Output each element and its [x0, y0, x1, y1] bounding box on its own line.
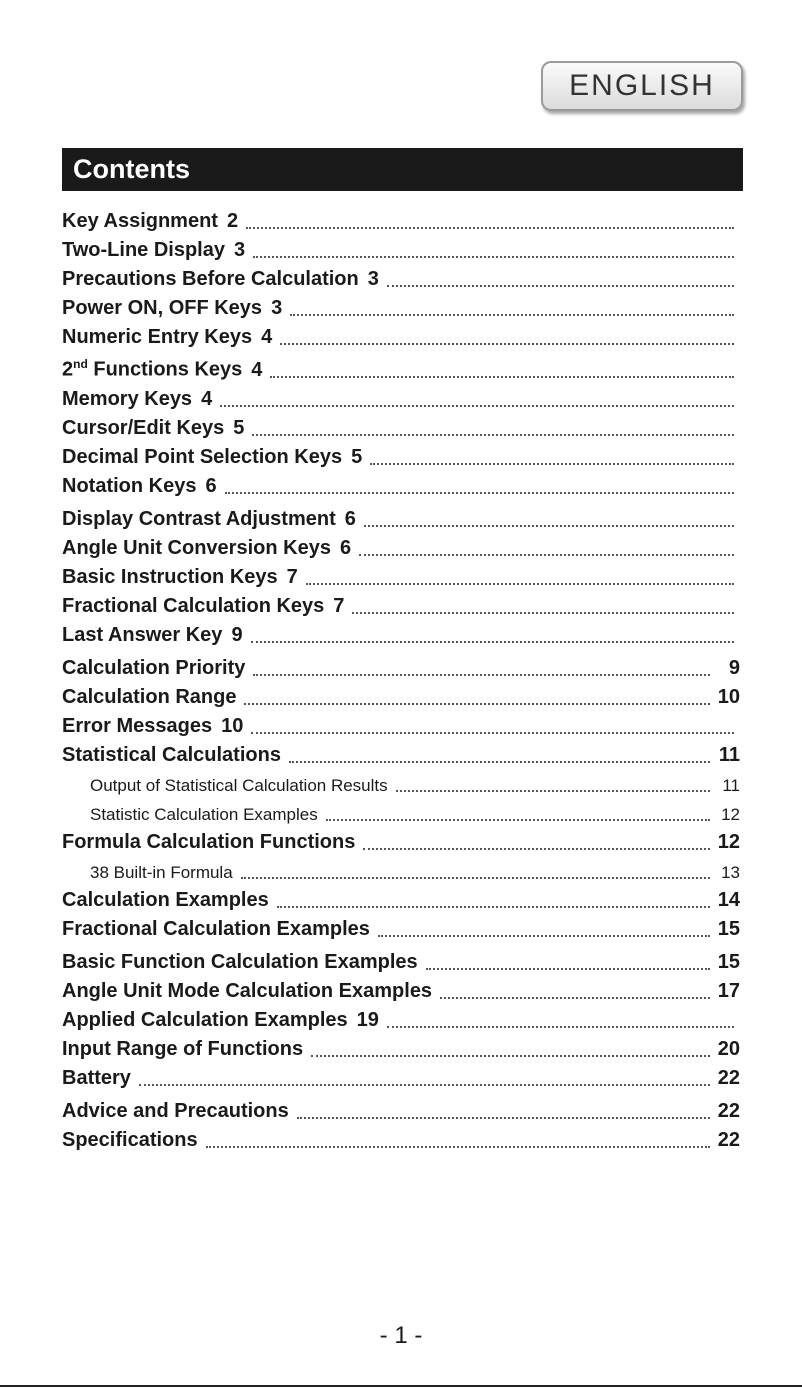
dot-leader	[290, 313, 734, 316]
toc-entry-page: 11	[718, 744, 740, 766]
dot-leader	[311, 1054, 710, 1057]
dot-leader	[277, 905, 710, 908]
dot-leader	[387, 1025, 734, 1028]
toc-entry-title: Specifications	[62, 1129, 198, 1151]
toc-entry-title: Two-Line Display	[62, 239, 225, 261]
toc-entry-title: Calculation Priority	[62, 657, 246, 679]
dot-leader	[440, 996, 710, 999]
toc-entry[interactable]	[62, 941, 740, 974]
toc-entry-page: 4	[261, 326, 273, 348]
toc-entry-title: Memory Keys	[62, 388, 193, 410]
toc-entry-page: 7	[286, 566, 298, 588]
toc-entry-title: Output of Statistical Calculation Results	[90, 776, 388, 795]
toc-entry-title: Basic Function Calculation Examples	[62, 951, 418, 973]
toc-entry-title: 2nd Functions Keys	[62, 357, 243, 381]
dot-leader	[251, 640, 734, 643]
toc-entry-title: Fractional Calculation Keys	[62, 595, 325, 617]
toc-entry-page: 13	[721, 863, 740, 882]
dot-leader	[253, 255, 734, 258]
contents-header: Contents	[62, 148, 743, 191]
toc-entry[interactable]	[62, 709, 740, 738]
dot-leader	[289, 760, 710, 763]
page-number: - 1 -	[379, 1322, 423, 1349]
dot-leader	[306, 582, 734, 585]
toc-entry-title: Fractional Calculation Examples	[62, 918, 370, 940]
toc-entry-title: Calculation Range	[62, 686, 237, 708]
dot-leader	[359, 553, 734, 556]
toc-entry[interactable]	[62, 291, 740, 320]
toc-entry[interactable]	[62, 854, 740, 883]
toc-entry[interactable]	[62, 262, 740, 291]
dot-leader	[220, 404, 734, 407]
toc-entry-page: 3	[367, 268, 379, 290]
toc-entry-title: Angle Unit Conversion Keys	[62, 537, 331, 559]
toc-entry[interactable]	[62, 1032, 740, 1061]
toc-entry-page: 9	[728, 657, 740, 679]
toc-entry-page: 12	[717, 831, 740, 853]
toc-entry-page: 2	[226, 210, 239, 232]
toc-entry-page: 14	[717, 889, 740, 911]
toc-entry-page: 22	[717, 1067, 740, 1089]
dot-leader	[370, 462, 734, 465]
toc-entry-title: Power ON, OFF Keys	[62, 297, 263, 319]
dot-leader	[206, 1145, 710, 1148]
toc-entry[interactable]	[62, 738, 740, 767]
dot-leader	[225, 491, 734, 494]
toc-entry-page: 3	[271, 297, 283, 319]
dot-leader	[251, 731, 734, 734]
dot-leader	[364, 524, 734, 527]
toc-entry-page: 5	[233, 417, 245, 439]
table-of-contents	[62, 204, 740, 1152]
dot-leader	[363, 847, 710, 850]
toc-entry-title: Formula Calculation Functions	[62, 831, 356, 853]
dot-leader	[426, 967, 710, 970]
toc-entry-title: Calculation Examples	[62, 889, 269, 911]
toc-entry[interactable]	[62, 349, 740, 382]
toc-entry[interactable]	[62, 912, 740, 941]
dot-leader	[280, 342, 734, 345]
toc-entry-page: 4	[201, 388, 213, 410]
dot-leader	[396, 789, 710, 792]
dot-leader	[326, 818, 710, 821]
toc-entry-title: Decimal Point Selection Keys	[62, 446, 343, 468]
toc-entry[interactable]	[62, 589, 740, 618]
toc-entry-title: 38 Built-in Formula	[90, 863, 233, 882]
toc-entry-title: Key Assignment	[62, 210, 218, 232]
toc-entry[interactable]	[62, 411, 740, 440]
toc-entry-title: Numeric Entry Keys	[62, 326, 253, 348]
toc-entry-title: Advice and Precautions	[62, 1100, 289, 1122]
toc-entry-page: 22	[717, 1129, 740, 1151]
toc-entry-page: 3	[233, 239, 246, 261]
toc-entry-page: 7	[333, 595, 345, 617]
dot-leader	[253, 673, 710, 676]
toc-entry-page: 6	[205, 475, 217, 497]
dot-leader	[244, 702, 710, 705]
language-badge: ENGLISH	[541, 61, 743, 111]
toc-entry-title: Last Answer Key	[62, 624, 223, 646]
toc-entry[interactable]	[62, 440, 740, 469]
toc-entry[interactable]	[62, 796, 740, 825]
toc-entry[interactable]	[62, 974, 740, 1003]
toc-entry-page: 19	[356, 1009, 379, 1031]
toc-entry[interactable]	[62, 883, 740, 912]
toc-entry[interactable]	[62, 469, 740, 498]
dot-leader	[270, 375, 734, 378]
toc-entry-title: Precautions Before Calculation	[62, 268, 359, 290]
dot-leader	[246, 226, 734, 229]
toc-entry[interactable]	[62, 680, 740, 709]
toc-entry[interactable]	[62, 204, 740, 233]
dot-leader	[297, 1116, 710, 1119]
toc-entry-page: 10	[717, 686, 740, 708]
toc-entry[interactable]	[62, 560, 740, 589]
toc-entry-title: Error Messages	[62, 715, 213, 737]
toc-entry[interactable]	[62, 531, 740, 560]
toc-entry[interactable]	[62, 320, 740, 349]
toc-entry-title: Notation Keys	[62, 475, 197, 497]
toc-entry[interactable]	[62, 1061, 740, 1090]
toc-entry-page: 15	[717, 918, 740, 940]
bottom-divider	[0, 1385, 802, 1387]
toc-entry[interactable]	[62, 618, 740, 647]
toc-entry-title: Basic Instruction Keys	[62, 566, 278, 588]
toc-entry-page: 6	[339, 537, 352, 559]
toc-entry[interactable]	[62, 382, 740, 411]
toc-entry[interactable]	[62, 1090, 740, 1123]
toc-entry-page: 11	[722, 776, 740, 795]
toc-entry-title: Angle Unit Mode Calculation Examples	[62, 980, 433, 1002]
toc-entry[interactable]	[62, 647, 740, 680]
toc-entry-page: 5	[351, 446, 363, 468]
toc-entry-page: 22	[717, 1100, 740, 1122]
toc-entry-title: Statistic Calculation Examples	[90, 805, 318, 824]
dot-leader	[252, 433, 734, 436]
toc-entry[interactable]	[62, 1123, 740, 1152]
toc-entry[interactable]	[62, 1003, 740, 1032]
dot-leader	[387, 284, 734, 287]
dot-leader	[241, 876, 710, 879]
toc-entry-page: 9	[231, 624, 243, 646]
toc-entry-page: 20	[717, 1038, 740, 1060]
toc-entry-title: Battery	[62, 1067, 131, 1089]
toc-entry[interactable]	[62, 233, 740, 262]
toc-entry-page: 12	[721, 805, 740, 824]
toc-entry[interactable]	[62, 767, 740, 796]
toc-entry[interactable]	[62, 498, 740, 531]
dot-leader	[352, 611, 734, 614]
toc-entry-title: Statistical Calculations	[62, 744, 281, 766]
dot-leader	[378, 934, 710, 937]
toc-entry-page: 17	[717, 980, 740, 1002]
toc-entry-title: Input Range of Functions	[62, 1038, 304, 1060]
dot-leader	[139, 1083, 710, 1086]
toc-entry-title: Display Contrast Adjustment	[62, 508, 336, 530]
toc-entry-title: Applied Calculation Examples	[62, 1009, 348, 1031]
toc-entry-page: 6	[344, 508, 356, 530]
toc-entry-title: Cursor/Edit Keys	[62, 417, 225, 439]
toc-entry-page: 4	[251, 359, 263, 381]
toc-entry-page: 15	[717, 951, 740, 973]
toc-entry[interactable]	[62, 825, 740, 854]
toc-entry-page: 10	[221, 715, 244, 737]
